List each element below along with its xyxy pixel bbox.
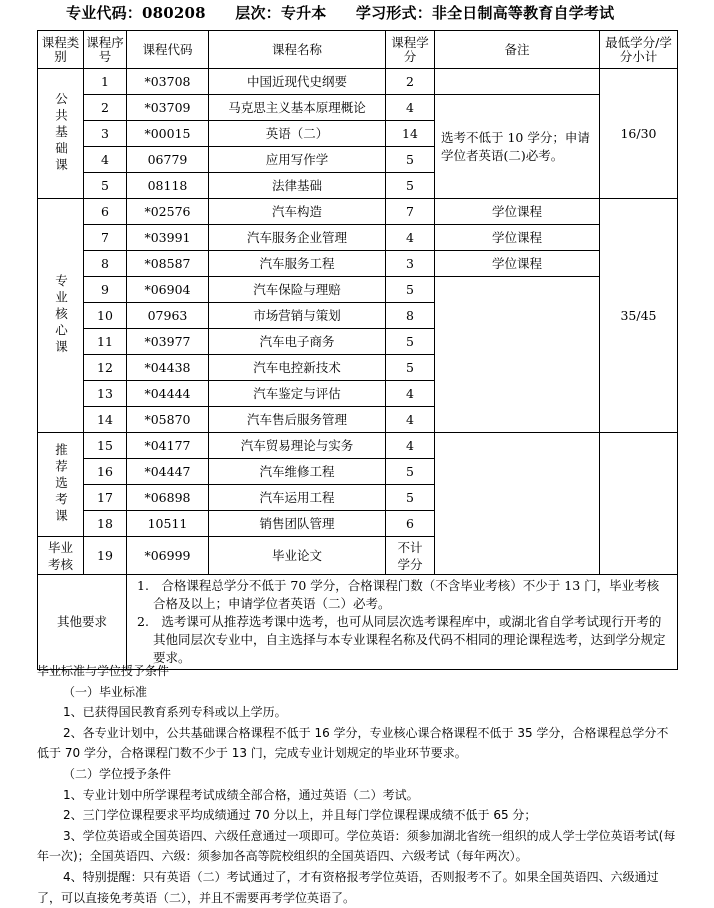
cell-credit: 3 <box>386 251 435 277</box>
cell-credit: 6 <box>386 511 435 537</box>
cell-name: 中国近现代史纲要 <box>209 69 386 95</box>
core-min-credit: 35/45 <box>600 199 678 433</box>
col-code: 课程代码 <box>127 31 209 69</box>
cell-name: 应用写作学 <box>209 147 386 173</box>
cell-seq: 2 <box>84 95 127 121</box>
note-item: 2、三门学位课程要求平均成绩通过 70 分以上，并且每门学位课程课成绩不低于 65 分； <box>63 808 537 823</box>
cell-credit: 5 <box>386 147 435 173</box>
cell-remark: 学位课程 <box>435 225 600 251</box>
other-requirements-row <box>38 575 678 670</box>
cell-credit: 4 <box>386 381 435 407</box>
cell-seq: 19 <box>84 537 127 575</box>
cell-credit: 2 <box>386 69 435 95</box>
cell-code: *00015 <box>127 121 209 147</box>
cell-seq: 11 <box>84 329 127 355</box>
major-code: 专业代码：080208 <box>66 4 206 22</box>
cell-seq: 14 <box>84 407 127 433</box>
cell-code: *06904 <box>127 277 209 303</box>
cell-code: *08587 <box>127 251 209 277</box>
cell-min-credit <box>600 433 678 575</box>
cell-credit: 4 <box>386 433 435 459</box>
cell-code: *06898 <box>127 485 209 511</box>
cell-remark <box>435 277 600 433</box>
cell-name: 马克思主义基本原理概论 <box>209 95 386 121</box>
cell-code: 07963 <box>127 303 209 329</box>
cell-name: 汽车保险与理赔 <box>209 277 386 303</box>
cell-code: 06779 <box>127 147 209 173</box>
cell-code: *04438 <box>127 355 209 381</box>
cell-seq: 17 <box>84 485 127 511</box>
cell-name: 汽车电控新技术 <box>209 355 386 381</box>
cell-name: 毕业论文 <box>209 537 386 575</box>
cell-code: *03708 <box>127 69 209 95</box>
graduation-notes <box>37 661 677 908</box>
note-item: 2、各专业计划中，公共基础课合格课程不低于 16 学分，专业核心课合格课程不低于 35 学分，合格课程总学分不低于 70 学分，合格课程门数不少于 13 门，完成专业计划规定的毕业环节要求。 <box>37 725 669 761</box>
public-remark: 选考不低于 10 学分；申请学位者英语(二)必考。 <box>435 95 600 199</box>
cell-seq: 4 <box>84 147 127 173</box>
cell-remark <box>435 69 600 95</box>
cell-seq: 13 <box>84 381 127 407</box>
cell-code: *02576 <box>127 199 209 225</box>
cell-name: 汽车贸易理论与实务 <box>209 433 386 459</box>
table-row <box>38 69 678 95</box>
note-item: 1、已获得国民教育系列专科或以上学历。 <box>63 705 287 720</box>
cell-credit: 5 <box>386 485 435 511</box>
cell-credit: 不计学分 <box>386 537 435 575</box>
cell-credit: 5 <box>386 329 435 355</box>
table-row <box>38 433 678 459</box>
col-name: 课程名称 <box>209 31 386 69</box>
cell-credit: 5 <box>386 173 435 199</box>
other-requirements <box>127 575 678 670</box>
cell-credit: 5 <box>386 277 435 303</box>
col-category: 课程类别 <box>38 31 84 69</box>
page-header <box>66 2 638 23</box>
section-graduation-standard: （一）毕业标准 <box>63 684 148 699</box>
cell-code: *05870 <box>127 407 209 433</box>
cell-code: *03977 <box>127 329 209 355</box>
cell-code: 08118 <box>127 173 209 199</box>
cell-remark <box>435 433 600 575</box>
public-min-credit: 16/30 <box>600 69 678 199</box>
note-item: 4、特别提醒：只有英语（二）考试通过了，才有资格报考学位英语，否则报考不了。如果全国英语四、六级通过了，可以直接免考英语（二），并且不需要再考学位英语了。 <box>37 869 659 905</box>
requirement-1: 1. 合格课程总学分不低于 70 学分，合格课程门数（不含毕业考核）不少于 13 门，毕业考核合格及以上；申请学位者英语（二）必考。 <box>137 578 660 611</box>
cell-name: 英语（二） <box>209 121 386 147</box>
table-row <box>38 251 678 277</box>
cell-name: 汽车售后服务管理 <box>209 407 386 433</box>
cell-name: 汽车运用工程 <box>209 485 386 511</box>
cell-credit: 4 <box>386 225 435 251</box>
cell-code: *04177 <box>127 433 209 459</box>
cell-seq: 3 <box>84 121 127 147</box>
cell-seq: 12 <box>84 355 127 381</box>
course-table <box>37 30 678 670</box>
cell-credit: 14 <box>386 121 435 147</box>
cell-code: *04444 <box>127 381 209 407</box>
table-header-row <box>38 31 678 69</box>
cell-name: 汽车维修工程 <box>209 459 386 485</box>
note-item: 3、学位英语或全国英语四、六级任意通过一项即可。学位英语：须参加湖北省统一组织的成人学士学位英语考试(每年一次)；全国英语四、六级：须参加各高等院校组织的全国英语四、六级考试（每年两次）。 <box>37 828 676 864</box>
section-degree-conditions: （二）学位授予条件 <box>63 766 172 781</box>
cell-seq: 9 <box>84 277 127 303</box>
study-level: 层次：专升本 <box>235 4 327 22</box>
cell-seq: 10 <box>84 303 127 329</box>
cell-seq: 6 <box>84 199 127 225</box>
category-core: 专业核心课 <box>38 199 84 433</box>
cell-seq: 8 <box>84 251 127 277</box>
study-form: 学习形式：非全日制高等教育自学考试 <box>355 4 615 22</box>
cell-credit: 4 <box>386 95 435 121</box>
cell-remark: 学位课程 <box>435 199 600 225</box>
cell-credit: 8 <box>386 303 435 329</box>
col-remark: 备注 <box>435 31 600 69</box>
cell-seq: 16 <box>84 459 127 485</box>
cell-credit: 5 <box>386 355 435 381</box>
notes-title: 毕业标准与学位授予条件 <box>37 664 170 678</box>
category-graduation: 毕业考核 <box>38 537 84 575</box>
category-recommended: 推荐选考课 <box>38 433 84 537</box>
cell-name: 汽车构造 <box>209 199 386 225</box>
table-row <box>38 277 678 303</box>
cell-code: *03709 <box>127 95 209 121</box>
cell-code: *04447 <box>127 459 209 485</box>
cell-name: 法律基础 <box>209 173 386 199</box>
cell-code: *06999 <box>127 537 209 575</box>
cell-credit: 5 <box>386 459 435 485</box>
cell-seq: 7 <box>84 225 127 251</box>
cell-name: 销售团队管理 <box>209 511 386 537</box>
cell-name: 汽车电子商务 <box>209 329 386 355</box>
col-credit: 课程学分 <box>386 31 435 69</box>
cell-seq: 18 <box>84 511 127 537</box>
cell-name: 汽车服务工程 <box>209 251 386 277</box>
cell-name: 汽车服务企业管理 <box>209 225 386 251</box>
cell-seq: 1 <box>84 69 127 95</box>
cell-credit: 4 <box>386 407 435 433</box>
table-row <box>38 95 678 121</box>
requirement-2: 2. 选考课可从推荐选考课中选考，也可从同层次选考课程库中，或湖北省自学考试现行开考的其他同层次专业中，自主选择与本专业课程名称及代码不相同的理论课程选考，达到学分规定要求。 <box>137 614 666 665</box>
cell-seq: 5 <box>84 173 127 199</box>
table-row <box>38 199 678 225</box>
cell-credit: 7 <box>386 199 435 225</box>
other-requirements-label: 其他要求 <box>38 575 127 670</box>
col-seq: 课程序号 <box>84 31 127 69</box>
table-row <box>38 225 678 251</box>
cell-name: 汽车鉴定与评估 <box>209 381 386 407</box>
cell-seq: 15 <box>84 433 127 459</box>
category-public: 公共基础课 <box>38 69 84 199</box>
col-min-credit: 最低学分/学分小计 <box>600 31 678 69</box>
cell-remark: 学位课程 <box>435 251 600 277</box>
note-item: 1、专业计划中所学课程考试成绩全部合格，通过英语（二）考试。 <box>63 787 419 802</box>
cell-code: 10511 <box>127 511 209 537</box>
cell-name: 市场营销与策划 <box>209 303 386 329</box>
cell-code: *03991 <box>127 225 209 251</box>
